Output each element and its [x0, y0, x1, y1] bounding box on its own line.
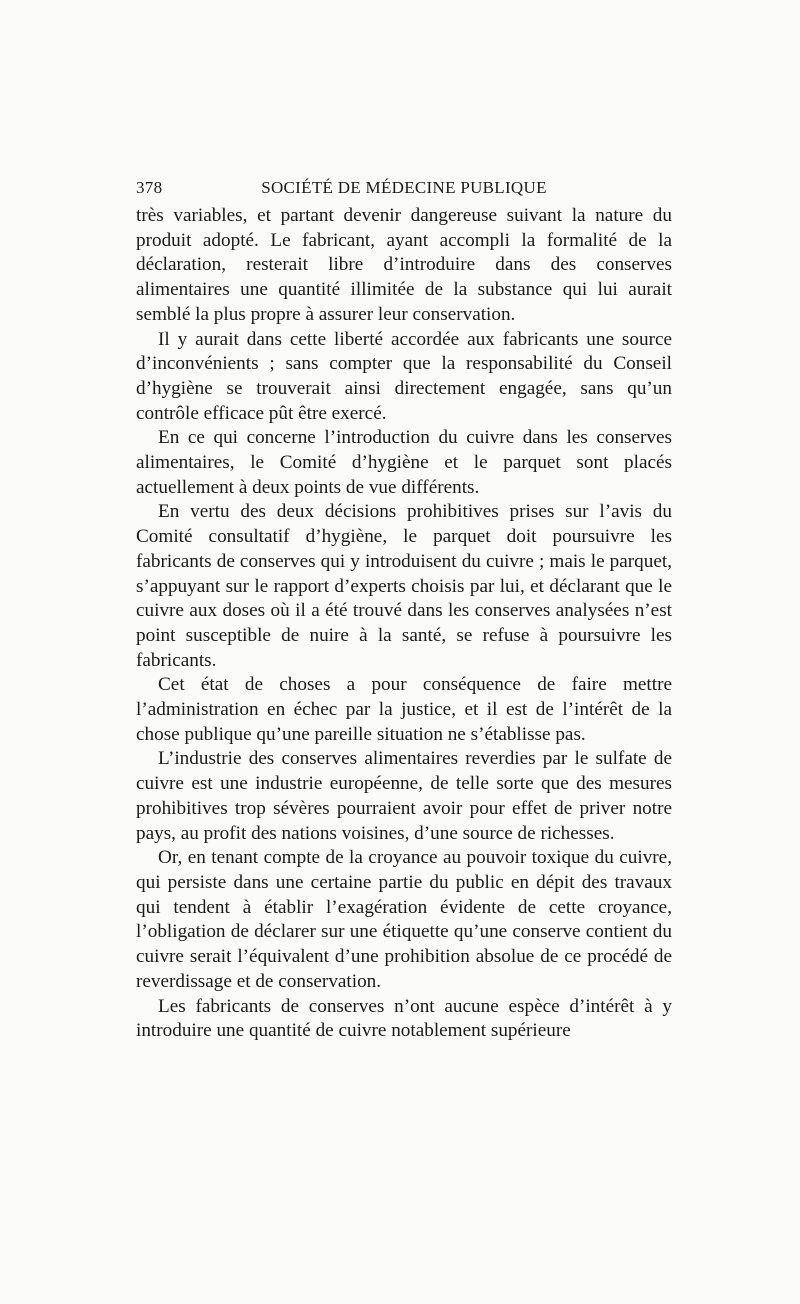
paragraph: très variables, et partant devenir dangereuse suivant la nature du produit adopté. Le fabricant, ayant accompli la formalité de la déclaration, resterait libre d’introduire dans des conserves alimentaires une quantité illimitée de la substance qui lui aurait semblé la plus propre à assurer leur conservation. [136, 205, 672, 325]
paragraph: Cet état de choses a pour conséquence de faire mettre l’administration en échec par la justice, et il est de l’intérêt de la chose publique qu’une pareille situation ne s’établisse pas. [136, 674, 672, 745]
page-number: 378 [136, 178, 163, 197]
paragraph: En vertu des deux décisions prohibitives prises sur l’avis du Comité consultatif d’hygiène, le parquet doit poursuivre les fabricants de conserves qui y introduisent du cuivre ; mais le parquet, s’appuyant sur le rapport d’experts choisis par lui, et déclarant que le cuivre aux doses où il a été trouvé dans les conserves analysées n’est point susceptible de nuire à la santé, se refuse à poursuivre les fabricants. [136, 501, 672, 671]
paragraph: Les fabricants de conserves n’ont aucune espèce d’intérêt à y introduire une quantité de cuivre notablement supérieure [136, 995, 672, 1042]
running-head [136, 178, 672, 200]
paragraph: Or, en tenant compte de la croyance au pouvoir toxique du cuivre, qui persiste dans une certaine partie du public en dépit des travaux qui tendent à établir l’exagération évidente de cette croyance, l’obligation de déclarer sur une étiquette qu’une conserve contient du cuivre serait l’équivalent d’une prohibition absolue de ce procédé de reverdissage et de conservation. [136, 847, 672, 992]
paragraph: L’industrie des conserves alimentaires reverdies par le sulfate de cuivre est une industrie européenne, de telle sorte que des mesures prohibitives trop sévères pourraient avoir pour effet de priver notre pays, au profit des nations voisines, d’une source de richesses. [136, 748, 672, 844]
body-text [136, 204, 672, 1044]
paragraph: Il y aurait dans cette liberté accordée aux fabricants une source d’inconvénients ; sans compter que la responsabilité du Conseil d’hygiène se trouverait ainsi directement engagée, sans qu’un contrôle efficace pût être exercé. [136, 328, 672, 424]
running-title: SOCIÉTÉ DE MÉDECINE PUBLIQUE [261, 178, 547, 197]
paragraph: En ce qui concerne l’introduction du cuivre dans les conserves alimentaires, le Comité d’hygiène et le parquet sont placés actuellement à deux points de vue différents. [136, 427, 672, 498]
